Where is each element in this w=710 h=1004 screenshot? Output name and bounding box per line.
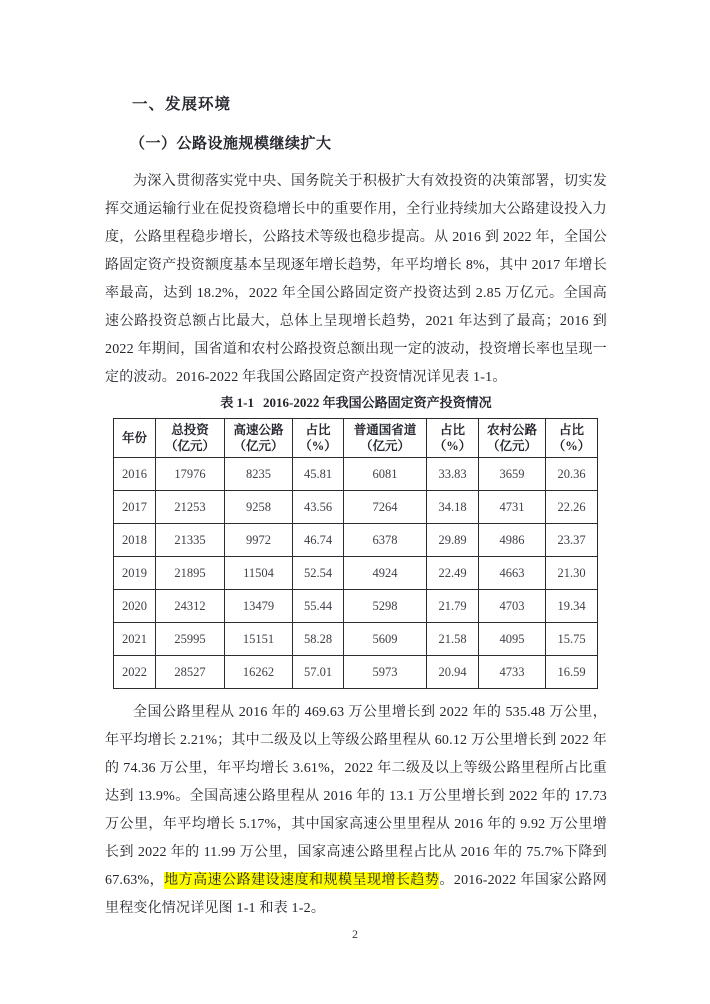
column-header: 农村公路 （亿元） [479, 419, 546, 458]
table-cell: 4731 [479, 491, 546, 524]
table-cell: 2021 [114, 623, 156, 656]
table-cell: 8235 [225, 458, 293, 491]
table-cell: 28527 [156, 656, 225, 689]
paragraph-text-before-highlight: 全国公路里程从 2016 年的 469.63 万公里增长到 2022 年的 535.48 万公里，年平均增长 2.21%；其中二级及以上等级公路里程从 60.12 万公里增长到 2022 年的 74.36 万公里，年平均增长 3.61%，2022 年二级及以上等级公路里程所占比重达到 13.9%。全国高速公路里程从 2016 年的 13.1 万公里增长到 2022 年的 17.73 万公里，年平均增长 5.17%，其中国家高速公里里程从 2016 年的 9.92 万公里增长到 2022 年的 11.99 万公里，国家高速公路里程占比从 2016 年的 75.7%下降到 67.63%， [105, 705, 607, 888]
table-row [114, 458, 598, 491]
table-cell: 21.30 [546, 557, 598, 590]
table-cell: 5298 [344, 590, 427, 623]
table-cell: 57.01 [293, 656, 344, 689]
table-cell: 21253 [156, 491, 225, 524]
table-cell: 4663 [479, 557, 546, 590]
table-cell: 58.28 [293, 623, 344, 656]
column-header: 占比 （%） [293, 419, 344, 458]
section-heading: 一、发展环境 [132, 96, 232, 113]
table-cell: 21.79 [427, 590, 479, 623]
table-cell: 22.26 [546, 491, 598, 524]
table-header-row [114, 419, 598, 458]
paragraph-investment-overview: 为深入贯彻落实党中央、国务院关于积极扩大有效投资的决策部署，切实发挥交通运输行业在促投资稳增长中的重要作用，全行业持续加大公路建设投入力度，公路里程稳步增长，公路技术等级也稳步提高。从 2016 到 2022 年，全国公路固定资产投资额度基本呈现逐年增长趋势，年平均增长 8%，其中 2017 年增长率最高，达到 18.2%，2022 年全国公路固定资产投资达到 2.85 万亿元。全国高速公路投资总额占比最大，总体上呈现增长趋势，2021 年达到了最高；2016 到 2022 年期间，国省道和农村公路投资总额出现一定的波动，投资增长率也呈现一定的波动。2016-2022 年我国公路固定资产投资情况详见表 1-1。 [105, 174, 607, 385]
table-cell: 2022 [114, 656, 156, 689]
table-cell: 6378 [344, 524, 427, 557]
table-cell: 7264 [344, 491, 427, 524]
table-cell: 4095 [479, 623, 546, 656]
table-cell: 43.56 [293, 491, 344, 524]
table-cell: 21895 [156, 557, 225, 590]
table-row [114, 623, 598, 656]
table-cell: 16262 [225, 656, 293, 689]
table-row [114, 524, 598, 557]
table-cell: 3659 [479, 458, 546, 491]
table-cell: 9258 [225, 491, 293, 524]
table-cell: 4924 [344, 557, 427, 590]
table-cell: 4986 [479, 524, 546, 557]
table-cell: 2016 [114, 458, 156, 491]
table-cell: 15.75 [546, 623, 598, 656]
table-cell: 34.18 [427, 491, 479, 524]
table-cell: 45.81 [293, 458, 344, 491]
column-header: 占比 （%） [546, 419, 598, 458]
table-cell: 22.49 [427, 557, 479, 590]
column-header: 占比 （%） [427, 419, 479, 458]
table-cell: 20.36 [546, 458, 598, 491]
table-cell: 29.89 [427, 524, 479, 557]
table-row [114, 656, 598, 689]
table-cell: 25995 [156, 623, 225, 656]
table-cell: 2018 [114, 524, 156, 557]
table-cell: 33.83 [427, 458, 479, 491]
paragraph-text-after-highlight: 。2016-2022 年国家公路网里程变化情况详见图 1-1 和表 1-2。 [105, 873, 607, 916]
table-cell: 17976 [156, 458, 225, 491]
table-row [114, 491, 598, 524]
table-cell: 5609 [344, 623, 427, 656]
table-body [114, 458, 598, 689]
table-cell: 19.34 [546, 590, 598, 623]
table-cell: 55.44 [293, 590, 344, 623]
table-cell: 23.37 [546, 524, 598, 557]
table-caption-label: 表 1-1 [220, 395, 254, 410]
column-header: 高速公路 （亿元） [225, 419, 293, 458]
table-cell: 11504 [225, 557, 293, 590]
table-cell: 46.74 [293, 524, 344, 557]
column-header: 年份 [114, 419, 156, 458]
column-header: 总投资 （亿元） [156, 419, 225, 458]
table-cell: 13479 [225, 590, 293, 623]
table-cell: 5973 [344, 656, 427, 689]
table-cell: 2020 [114, 590, 156, 623]
table-cell: 9972 [225, 524, 293, 557]
paragraph-mileage-overview [105, 699, 607, 923]
table-caption [105, 394, 607, 411]
table-caption-title: 2016-2022 年我国公路固定资产投资情况 [263, 395, 492, 410]
table-cell: 21.58 [427, 623, 479, 656]
table-cell: 52.54 [293, 557, 344, 590]
page-number: 2 [352, 927, 358, 941]
table-cell: 4703 [479, 590, 546, 623]
table-cell: 24312 [156, 590, 225, 623]
investment-table [113, 418, 598, 689]
table-cell: 2017 [114, 491, 156, 524]
table-row [114, 557, 598, 590]
column-header: 普通国省道 （亿元） [344, 419, 427, 458]
subsection-heading: （一）公路设施规模继续扩大 [130, 136, 332, 152]
highlighted-text: 地方高速公路建设速度和规模呈现增长趋势 [164, 873, 440, 888]
table-cell: 2019 [114, 557, 156, 590]
table-cell: 15151 [225, 623, 293, 656]
table-row [114, 590, 598, 623]
table-cell: 4733 [479, 656, 546, 689]
table-cell: 6081 [344, 458, 427, 491]
table-cell: 20.94 [427, 656, 479, 689]
table-cell: 16.59 [546, 656, 598, 689]
table-cell: 21335 [156, 524, 225, 557]
